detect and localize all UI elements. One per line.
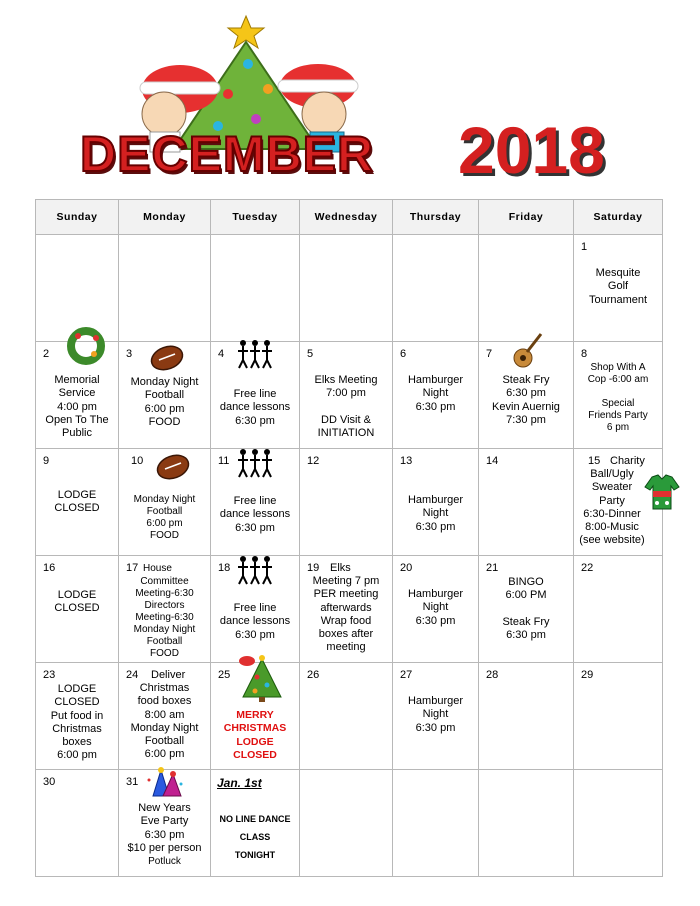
event-line: MERRY	[236, 709, 274, 721]
event-line: 6:30 pm	[415, 721, 456, 734]
event-line	[302, 401, 390, 414]
event-text	[121, 576, 208, 660]
event-line: 6:30-Dinner	[583, 507, 641, 520]
event-text	[481, 374, 571, 427]
day-number: 21	[486, 562, 499, 574]
event-line: New Years	[138, 802, 191, 814]
day-cell-13	[393, 449, 479, 556]
event-line: TONIGHT	[234, 850, 276, 860]
event-line: Friends Party	[588, 410, 648, 421]
event-line: Steak Fry	[502, 615, 550, 628]
day-cell-17	[119, 556, 211, 663]
event-line: Committee	[140, 576, 189, 587]
year-title: 2018	[458, 113, 605, 187]
event-text	[213, 602, 297, 642]
event-text	[121, 494, 208, 542]
event-text	[395, 494, 476, 534]
day-number: 15	[588, 455, 601, 467]
event-line: 6:00 pm	[57, 749, 97, 762]
event-line: CLOSED	[54, 502, 100, 515]
event-line: Ball/Ugly	[590, 468, 634, 480]
event-line: 6:30 pm	[235, 414, 275, 427]
day-number: 8	[581, 348, 588, 360]
event-line: Monday Night	[130, 376, 199, 388]
event-line: Night	[422, 387, 449, 400]
day-number: 14	[486, 455, 499, 467]
event-line: afterwards	[320, 601, 372, 614]
event-line: 8:00-Music	[585, 521, 639, 534]
event-line: LODGE	[57, 489, 97, 501]
event-line: Public	[62, 427, 92, 440]
event-line: 6:30 pm	[415, 400, 456, 413]
event-line: Deliver	[151, 669, 186, 681]
day-cell-3	[119, 342, 211, 449]
weekday-saturday: Saturday	[574, 200, 663, 235]
jan-heading: Jan. 1st	[217, 776, 262, 790]
day-cell-23	[36, 663, 119, 770]
event-text	[121, 682, 208, 762]
day-cell-28	[479, 663, 574, 770]
day-cell-22	[574, 556, 663, 663]
event-line: 4:00 pm	[57, 400, 97, 413]
event-line: Sweater	[591, 481, 633, 494]
day-cell-26	[300, 663, 393, 770]
day-cell-8	[574, 342, 663, 449]
event-text	[38, 374, 116, 440]
event-line: Football	[146, 636, 183, 647]
event-line: Hamburger	[407, 374, 464, 386]
week-row-6	[36, 770, 663, 877]
day-cell-15	[574, 449, 663, 556]
event-text	[121, 376, 208, 429]
day-cell-12	[300, 449, 393, 556]
day-cell-1	[574, 235, 663, 342]
ugly-sweater-icon	[644, 473, 680, 511]
day-cell-empty	[300, 770, 393, 877]
day-cell-27	[393, 663, 479, 770]
event-line: Free line	[233, 495, 277, 507]
day-number: 1	[581, 241, 588, 253]
day-number: 23	[43, 669, 56, 681]
weekday-friday: Friday	[479, 200, 574, 235]
day-number: 19	[307, 562, 320, 574]
event-line: 6 pm	[606, 422, 630, 433]
event-line: Hamburger	[407, 695, 464, 707]
event-line: Charity	[610, 455, 645, 467]
event-text	[213, 709, 297, 762]
day-cell-empty	[119, 235, 211, 342]
event-line: Free line	[233, 602, 277, 614]
guitar-icon	[509, 330, 545, 370]
day-cell-4	[211, 342, 300, 449]
weekday-sunday: Sunday	[36, 200, 119, 235]
event-line: Meeting-6:30	[135, 612, 194, 623]
week-row-5	[36, 663, 663, 770]
day-number: 30	[43, 776, 56, 788]
event-line: Elks Meeting	[314, 374, 378, 386]
event-text	[576, 267, 660, 307]
day-number: 26	[307, 669, 320, 681]
event-line: 6:30 pm	[235, 628, 275, 641]
event-line: 7:30 pm	[506, 413, 546, 426]
event-text	[38, 589, 116, 616]
day-cell-29	[574, 663, 663, 770]
event-line: Directors	[144, 600, 185, 611]
day-number: 17	[126, 562, 139, 574]
day-number: 9	[43, 455, 50, 467]
event-line: FOOD	[148, 415, 181, 428]
day-number: 10	[131, 455, 144, 467]
day-number: 12	[307, 455, 320, 467]
event-line	[576, 386, 660, 398]
day-number: 25	[218, 669, 231, 681]
line-dancers-icon	[235, 338, 275, 374]
day-cell-empty	[393, 770, 479, 877]
line-dancers-icon	[235, 554, 275, 590]
event-line: Monday Night	[130, 721, 199, 734]
week-row-1	[36, 235, 663, 342]
football-icon	[149, 344, 185, 372]
event-line: Golf	[607, 280, 629, 293]
event-line: Monday Night	[133, 494, 196, 505]
event-line: (see website)	[579, 534, 645, 547]
event-line: $10 per person	[127, 841, 202, 854]
week-row-3	[36, 449, 663, 556]
event-line: Meeting 7 pm	[312, 575, 380, 587]
event-line	[481, 603, 571, 616]
day-cell-21	[479, 556, 574, 663]
week-row-4	[36, 556, 663, 663]
event-line: LODGE	[57, 683, 97, 695]
event-line: House	[143, 563, 172, 574]
event-line: 6:00 PM	[505, 589, 547, 602]
day-number: 31	[126, 776, 139, 788]
event-line: LODGE	[236, 735, 274, 748]
day-cell-30	[36, 770, 119, 877]
event-line: CLOSED	[54, 696, 100, 709]
event-line: 6:00 pm	[144, 402, 185, 415]
event-line: Kevin Auernig	[492, 400, 560, 413]
event-text	[213, 810, 297, 864]
day-cell-empty	[393, 235, 479, 342]
event-line: 7:00 pm	[326, 387, 366, 400]
event-line: Special	[601, 398, 635, 409]
weekday-monday: Monday	[119, 200, 211, 235]
event-line: FOOD	[150, 530, 179, 541]
event-line: CLOSED	[54, 602, 100, 615]
event-line: Eve Party	[140, 815, 189, 828]
event-line: Monday Night	[133, 624, 196, 635]
event-line: Hamburger	[407, 494, 464, 506]
event-line: Wrap food	[320, 614, 372, 627]
event-line: 6:30 pm	[144, 828, 185, 841]
day-cell-empty	[300, 235, 393, 342]
day-number: 22	[581, 562, 594, 574]
event-line: Christmas	[52, 722, 102, 735]
event-text	[302, 575, 390, 655]
event-text	[481, 576, 571, 642]
event-line: CLASS	[239, 832, 271, 842]
day-cell-10	[119, 449, 211, 556]
day-number: 29	[581, 669, 594, 681]
day-cell-14	[479, 449, 574, 556]
event-text	[213, 495, 297, 535]
event-text	[576, 362, 660, 434]
day-number: 11	[218, 455, 230, 467]
day-cell-2	[36, 342, 119, 449]
event-line: 6:30 pm	[506, 628, 546, 641]
day-number: 2	[43, 348, 50, 360]
event-line: dance lessons	[219, 508, 291, 521]
day-number: 18	[218, 562, 231, 574]
event-line: meeting	[326, 641, 366, 654]
day-number: 4	[218, 348, 225, 360]
event-line: DD Visit &	[321, 413, 371, 426]
day-cell-20	[393, 556, 479, 663]
calendar-header	[0, 0, 700, 200]
day-cell-7	[479, 342, 574, 449]
day-number: 24	[126, 669, 139, 681]
weekday-thursday: Thursday	[393, 200, 479, 235]
event-line: Service	[58, 387, 96, 400]
event-text	[38, 683, 116, 763]
day-cell-empty	[479, 235, 574, 342]
event-line: Party	[599, 494, 625, 507]
day-cell-6	[393, 342, 479, 449]
event-line: Open To The	[45, 413, 109, 426]
event-line: Tournament	[588, 293, 648, 306]
event-line: boxes	[62, 736, 92, 749]
week-row-2	[36, 342, 663, 449]
month-title: DECEMBER	[80, 126, 375, 182]
event-line: Cop -6:00 am	[587, 374, 649, 385]
event-line: 6:00 pm	[144, 748, 185, 761]
weekday-header-row	[36, 200, 663, 235]
event-line: boxes after	[318, 628, 374, 641]
event-line: Meeting-6:30	[135, 588, 194, 599]
event-line: Shop With A	[590, 362, 646, 373]
wreath-icon	[64, 324, 108, 368]
event-line: 6:30 pm	[415, 614, 456, 627]
event-line: Football	[144, 389, 185, 402]
event-text	[395, 695, 476, 735]
event-line: dance lessons	[219, 615, 291, 628]
football-icon	[155, 453, 191, 481]
event-line: Elks	[330, 562, 351, 574]
event-line: dance lessons	[219, 401, 291, 414]
event-text	[38, 489, 116, 516]
day-cell-empty	[574, 770, 663, 877]
event-text	[395, 374, 476, 414]
event-text	[576, 468, 648, 548]
weekday-tuesday: Tuesday	[211, 200, 300, 235]
event-line: Football	[144, 735, 185, 748]
event-line: Mesquite	[595, 267, 641, 279]
day-number: 7	[486, 348, 493, 360]
day-number: 13	[400, 455, 413, 467]
event-line: FOOD	[150, 648, 179, 659]
event-text	[302, 374, 390, 440]
event-line: Put food in	[50, 709, 104, 722]
christmas-tree-icon	[237, 653, 287, 703]
day-number: 27	[400, 669, 413, 681]
party-hats-icon	[143, 766, 185, 800]
day-cell-18	[211, 556, 300, 663]
day-cell-25	[211, 663, 300, 770]
event-line: food boxes	[137, 695, 192, 708]
day-cell-31	[119, 770, 211, 877]
event-line: Christmas	[139, 682, 190, 694]
day-number: 28	[486, 669, 499, 681]
day-number: 5	[307, 348, 314, 360]
event-line: Night	[422, 601, 449, 614]
event-line: BINGO	[508, 576, 544, 588]
event-line: INITIATION	[317, 426, 375, 439]
event-line: Memorial	[54, 374, 100, 386]
day-cell-jan-1	[211, 770, 300, 877]
calendar-grid	[35, 199, 663, 877]
event-line: NO LINE DANCE	[219, 814, 291, 824]
event-line: Night	[422, 708, 449, 721]
day-cell-11	[211, 449, 300, 556]
event-line: CLOSED	[233, 748, 277, 761]
event-line: 6:30 pm	[235, 521, 275, 534]
event-line: CHRISTMAS	[223, 722, 287, 735]
day-number: 6	[400, 348, 407, 360]
event-line: Potluck	[148, 856, 181, 868]
day-cell-empty	[479, 770, 574, 877]
event-line: Night	[422, 507, 449, 520]
event-line: 6:30 pm	[415, 520, 456, 533]
day-cell-empty	[211, 235, 300, 342]
day-cell-19	[300, 556, 393, 663]
event-text	[213, 388, 297, 428]
event-line: 6:30 pm	[506, 387, 546, 400]
day-cell-9	[36, 449, 119, 556]
event-line: PER meeting	[313, 588, 379, 601]
event-line: LODGE	[57, 589, 97, 601]
weekday-wednesday: Wednesday	[300, 200, 393, 235]
event-text	[121, 802, 208, 868]
event-line: Hamburger	[407, 588, 464, 600]
day-number: 16	[43, 562, 56, 574]
line-dancers-icon	[235, 447, 275, 483]
event-line: 6:00 pm	[146, 518, 183, 529]
day-cell-16	[36, 556, 119, 663]
event-line: Free line	[233, 388, 277, 400]
event-line: Football	[146, 506, 183, 517]
day-cell-24	[119, 663, 211, 770]
event-line: Steak Fry	[502, 374, 550, 386]
day-number: 20	[400, 562, 413, 574]
event-text	[395, 588, 476, 628]
event-line: 8:00 am	[144, 708, 185, 721]
day-number: 3	[126, 348, 133, 360]
day-cell-5	[300, 342, 393, 449]
